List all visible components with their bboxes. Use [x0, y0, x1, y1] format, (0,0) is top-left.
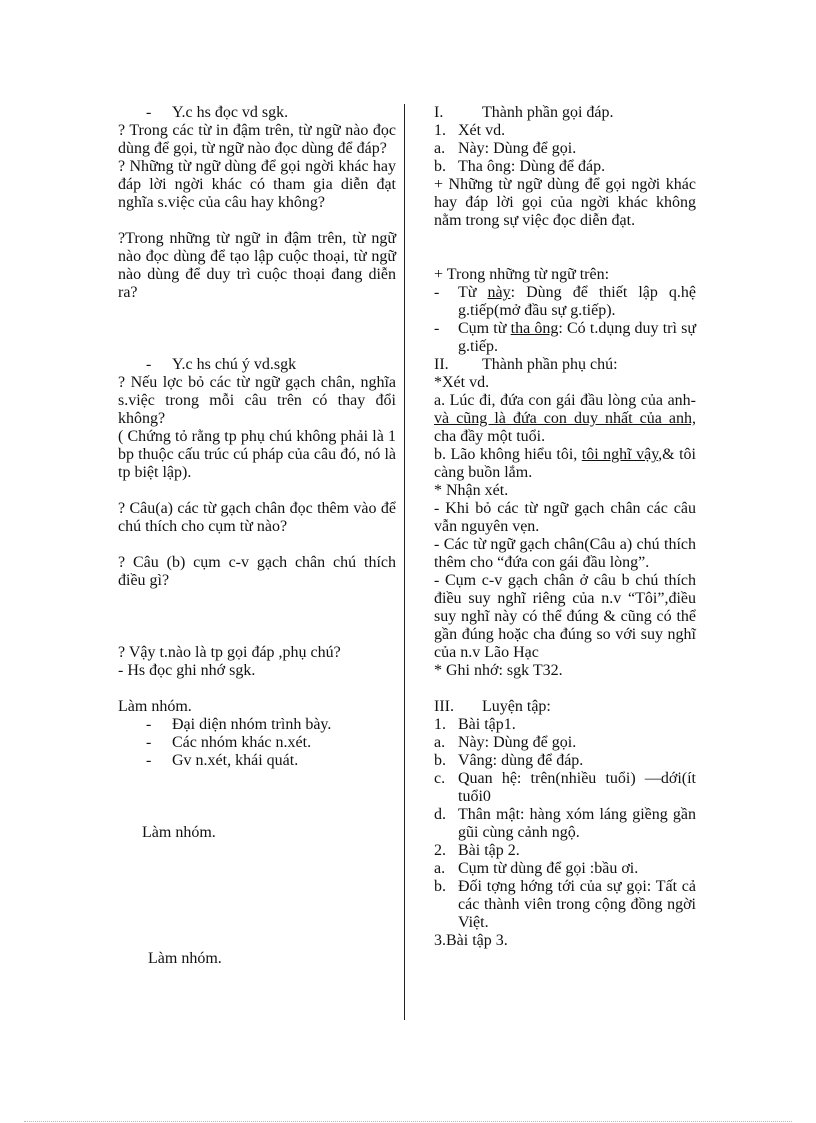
list-item: - Đại diện nhóm trình bày. — [146, 716, 332, 733]
note-text: * Nhận xét. — [434, 482, 509, 499]
question-text: ? Trong các từ in đậm trên, từ ngữ nào đọc dùng để gọi, từ ngữ nào đọc dùng để đáp? — [118, 122, 396, 157]
question-text: ? Nếu lợc bỏ các từ ngữ gạch chân, nghĩa s.việc trong mỗi câu trên có thay đổi không? — [118, 374, 396, 427]
question-text: ? Câu (b) cụm c-v gạch chân chú thích điều gì? — [118, 554, 396, 589]
list-item: - Y.c hs đọc vd sgk. — [146, 104, 289, 121]
activity-label: Làm nhóm. — [118, 698, 192, 715]
list-item: - Các nhóm khác n.xét. — [146, 734, 312, 751]
section-heading: I. Thành phần gọi đáp. — [434, 104, 614, 121]
column-divider — [404, 104, 405, 1020]
list-item: d. Thân mật: hàng xóm láng giềng gần gũi cùng cảnh ngộ. — [434, 806, 696, 841]
list-item: c. Quan hệ: trên(nhiều tuổi) —dới(ít tuổi0 — [434, 770, 696, 805]
activity-label: Làm nhóm. — [142, 824, 216, 841]
list-item: a. Này: Dùng để gọi. — [434, 734, 577, 751]
right-column — [434, 104, 696, 950]
question-text: ?Trong những từ ngữ in đậm trên, từ ngữ nào đọc dùng để tạo lập cuộc thoại, từ ngữ nào dùng để duy trì cuộc thoại đang diễn ra? — [118, 230, 396, 301]
note-text: ( Chứng tỏ rằng tp phụ chú không phải là 1 bp thuộc cấu trúc cú pháp của câu đó, nó là tp biệt lập). — [118, 428, 396, 481]
list-item: 2. Bài tập 2. — [434, 842, 520, 859]
list-item: - Y.c hs chú ý vd.sgk — [146, 356, 297, 373]
list-item: a. Cụm từ dùng để gọi :bầu ơi. — [434, 860, 639, 877]
note-text: + Trong những từ ngữ trên: — [434, 266, 610, 283]
list-item: b. Đối tợng hớng tới của sự gọi: Tất cả các thành viên trong cộng đồng ngời Việt. — [434, 878, 696, 931]
example-text: b. Lão không hiểu tôi, tôi nghĩ vậy,& tôi càng buồn lắm. — [434, 446, 696, 481]
section-heading: II. Thành phần phụ chú: — [434, 356, 618, 373]
list-item: b. Vâng: dùng để đáp. — [434, 752, 584, 769]
question-text: ? Những từ ngữ dùng để gọi ngời khác hay đáp lời ngời khác có tham gia diễn đạt nghĩa s.việc của câu hay không? — [118, 158, 396, 211]
example-text: a. Lúc đi, đứa con gái đầu lòng của anh-và cũng là đứa con duy nhất của anh, cha đầy một tuổi. — [434, 392, 696, 445]
note-text: *Xét vd. — [434, 374, 490, 391]
question-text: ? Vậy t.nào là tp gọi đáp ,phụ chú? — [118, 644, 341, 661]
note-text: - Cụm c-v gạch chân ở câu b chú thích điều suy nghĩ riêng của n.v “Tôi”,điều suy nghĩ này có thể đúng & cũng có thể gần đúng hoặc cha đúng so với suy nghĩ của n.v Lão Hạc — [434, 572, 696, 661]
page-bottom-rule — [24, 1121, 792, 1122]
list-item: - Gv n.xét, khái quát. — [146, 752, 299, 769]
note-text: - Khi bỏ các từ ngữ gạch chân các câu vẫn nguyên vẹn. — [434, 500, 696, 535]
activity-label: Làm nhóm. — [148, 950, 222, 967]
question-text: ? Câu(a) các từ gạch chân đọc thêm vào để chú thích cho cụm từ nào? — [118, 500, 396, 535]
list-item: 1. Xét vd. — [434, 122, 506, 139]
list-item: 1. Bài tập1. — [434, 716, 516, 733]
list-item: - Cụm từ tha ông: Có t.dụng duy trì sự g.tiếp. — [434, 320, 697, 355]
list-item: - Từ này: Dùng để thiết lập q.hệ g.tiếp(mở đầu sự g.tiếp). — [434, 284, 697, 319]
list-item: b. Tha ông: Dùng để đáp. — [434, 158, 606, 175]
list-item: a. Này: Dùng để gọi. — [434, 140, 577, 157]
list-item: 3.Bài tập 3. — [434, 932, 508, 949]
note-text: - Các từ ngữ gạch chân(Câu a) chú thích thêm cho “đứa con gái đầu lòng”. — [434, 536, 696, 571]
note-text: * Ghi nhớ: sgk T32. — [434, 662, 563, 679]
instruction-text: - Hs đọc ghi nhớ sgk. — [118, 662, 256, 679]
section-heading: III. Luyện tập: — [434, 698, 551, 715]
left-column — [118, 104, 396, 968]
note-text: + Những từ ngữ dùng để gọi ngời khác hay đáp lời gọi của ngời khác không nằm trong sự việc đọc diễn đạt. — [434, 176, 696, 229]
